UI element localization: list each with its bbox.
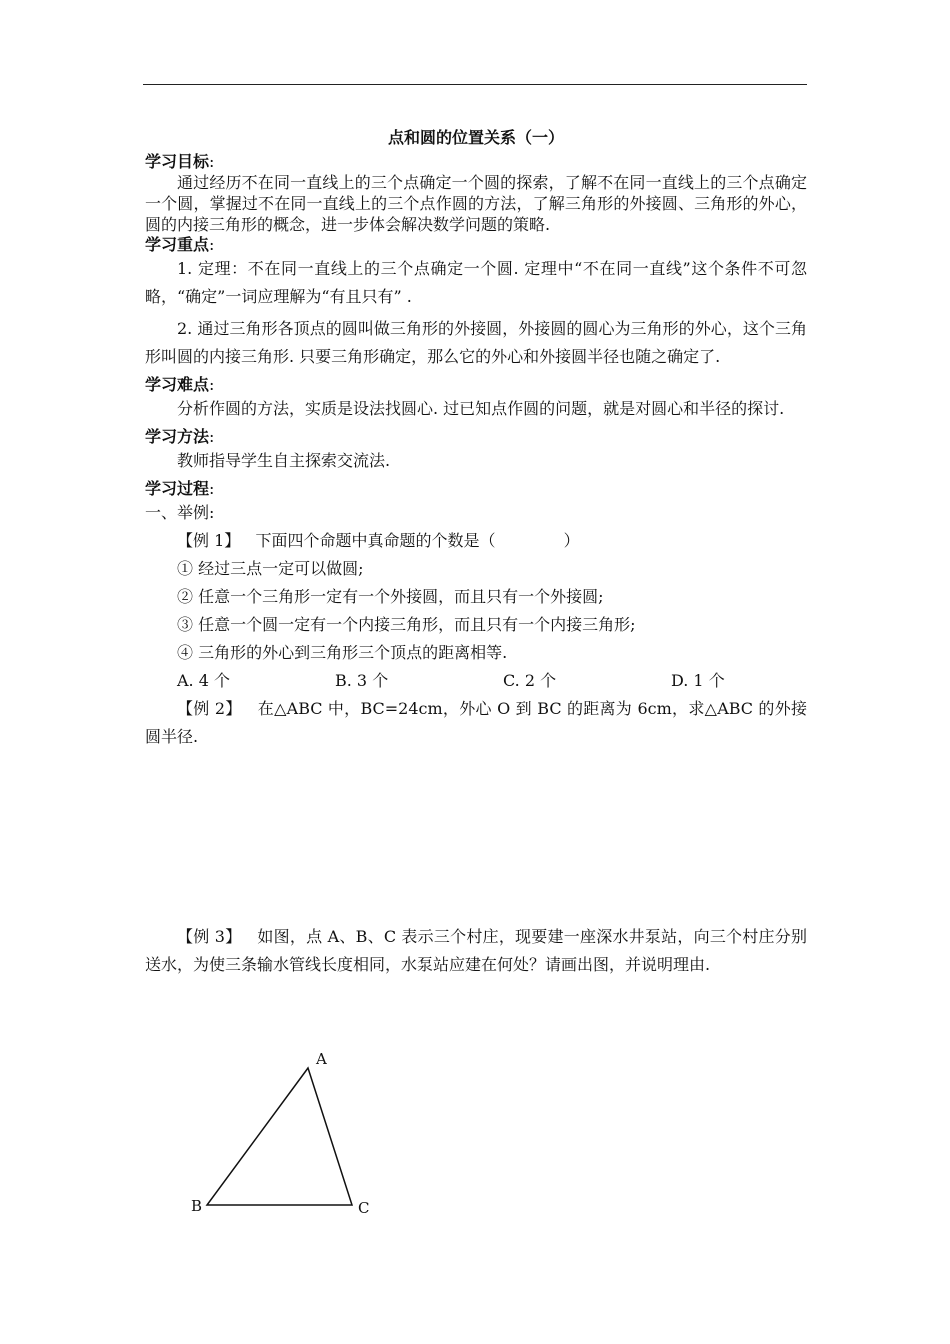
goal-text: 通过经历不在同一直线上的三个点确定一个圆的探索，了解不在同一直线上的三个点确定一个圆，掌握过不在同一直线上的三个点作圆的方法，了解三角形的外接圆、三角形的外心，圆的内接三角形的概念，进一步体会解决数学问题的策略.: [145, 173, 807, 234]
example-1-item: ① 经过三点一定可以做圆;: [177, 559, 364, 578]
example-1-stem: 【例 1】 下面四个命题中真命题的个数是（ ）: [177, 531, 580, 550]
heading-key: 学习重点:: [145, 235, 215, 254]
heading-process: 学习过程:: [145, 479, 215, 498]
option-b: B. 3 个: [335, 671, 389, 690]
option-c: C. 2 个: [503, 671, 557, 690]
method-text: 教师指导学生自主探索交流法.: [177, 451, 391, 470]
triangle-abc: [207, 1068, 352, 1205]
heading-method: 学习方法:: [145, 427, 215, 446]
vertex-label-a: A: [316, 1050, 327, 1068]
vertex-label-b: B: [191, 1197, 203, 1215]
option-d: D. 1 个: [671, 671, 725, 690]
option-a: A. 4 个: [177, 671, 230, 690]
key-point-2: 2. 通过三角形各顶点的圆叫做三角形的外接圆，外接圆的圆心为三角形的外心，这个三角形叫圆的内接三角形. 只要三角形确定，那么它的外心和外接圆半径也随之确定了.: [145, 319, 807, 366]
example-3: 【例 3】 如图，点 A、B、C 表示三个村庄，现要建一座深水井泵站，向三个村庄分别送水，为使三条输水管线长度相同，水泵站应建在何处？请画出图，并说明理由.: [145, 927, 807, 974]
vertex-label-c: C: [358, 1199, 370, 1217]
example-1-options: [145, 667, 807, 695]
difficulty-text: 分析作圆的方法，实质是设法找圆心. 过已知点作圆的问题，就是对圆心和半径的探讨.: [177, 399, 785, 418]
heading-goal: 学习目标:: [145, 152, 215, 171]
document-body: [145, 128, 807, 983]
document-title: 点和圆的位置关系（一）: [387, 128, 564, 147]
answer-space: [145, 755, 807, 923]
key-point-1: 1. 定理：不在同一直线上的三个点确定一个圆. 定理中“不在同一直线”这个条件不可忽略，“确定”一词应理解为“有且只有” .: [145, 259, 807, 306]
header-rule: [143, 84, 807, 85]
heading-difficulty: 学习难点:: [145, 375, 215, 394]
example-2: 【例 2】 在△ABC 中，BC=24cm，外心 O 到 BC 的距离为 6cm，求△ABC 的外接圆半径.: [145, 699, 807, 746]
example-1-item: ④ 三角形的外心到三角形三个顶点的距离相等.: [177, 643, 508, 662]
part-one-label: 一、举例:: [145, 503, 215, 522]
example-1-item: ③ 任意一个圆一定有一个内接三角形，而且只有一个内接三角形;: [177, 615, 636, 634]
example-1-item: ② 任意一个三角形一定有一个外接圆，而且只有一个外接圆;: [177, 587, 604, 606]
